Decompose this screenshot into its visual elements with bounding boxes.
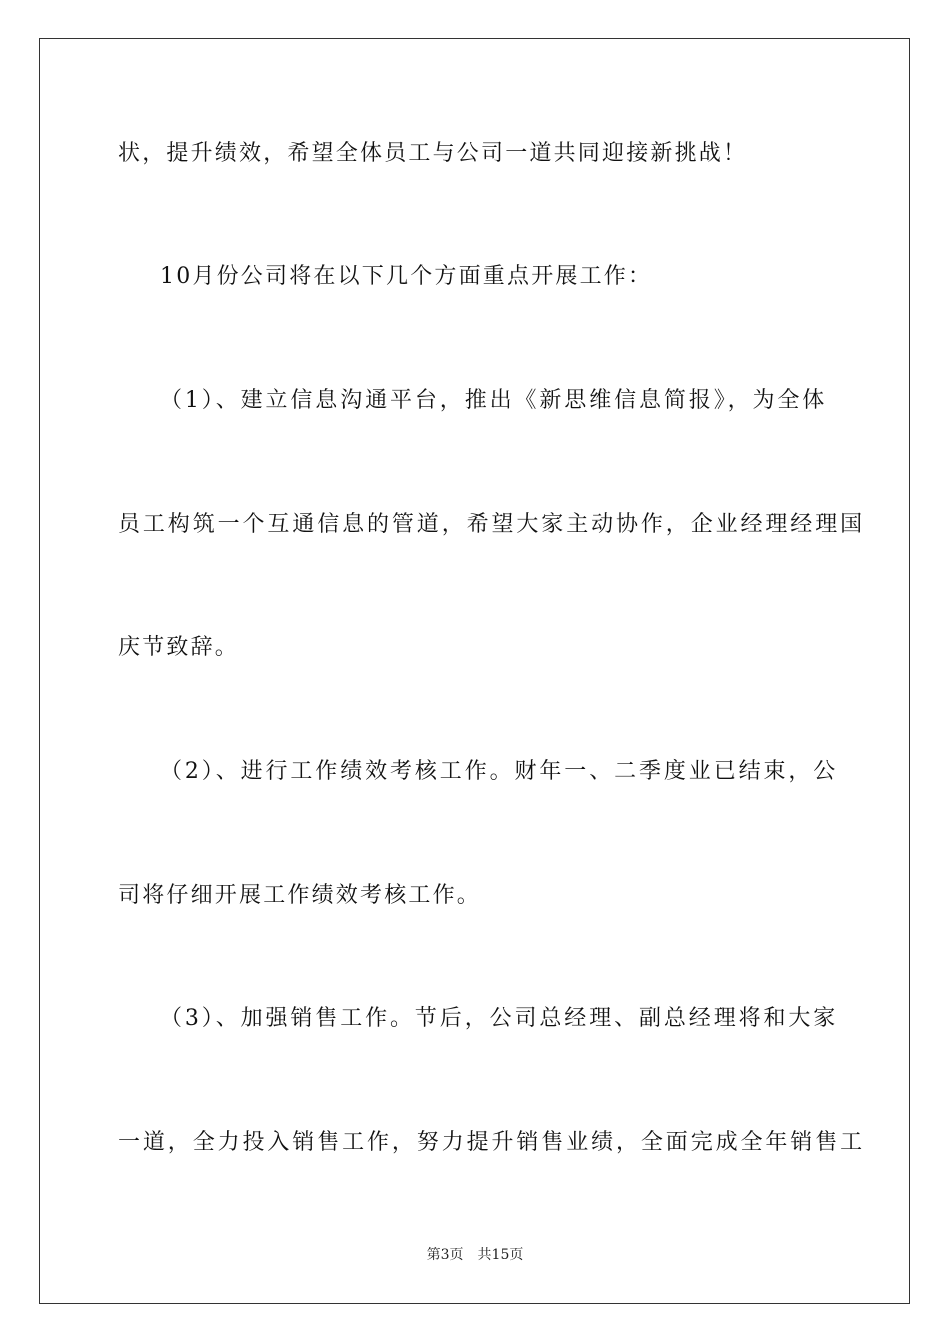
text-line: （2）、进行工作绩效考核工作。财年一、二季度业已结束，公 bbox=[160, 759, 839, 784]
page-border bbox=[39, 38, 910, 1304]
text-line: 一道，全力投入销售工作，努力提升销售业绩，全面完成全年销售工 bbox=[118, 1130, 866, 1155]
text-line: （3）、加强销售工作。节后，公司总经理、副总经理将和大家 bbox=[160, 1006, 839, 1031]
text-line: 状，提升绩效，希望全体员工与公司一道共同迎接新挑战！ bbox=[118, 141, 748, 166]
text-line: 员工构筑一个互通信息的管道，希望大家主动协作，企业经理经理国 bbox=[118, 512, 866, 537]
text-line: 10月份公司将在以下几个方面重点开展工作： bbox=[160, 264, 653, 289]
text-line: 庆节致辞。 bbox=[118, 635, 240, 660]
text-line: （1）、建立信息沟通平台，推出《新思维信息简报》，为全体 bbox=[160, 388, 828, 413]
text-line: 司将仔细开展工作绩效考核工作。 bbox=[118, 883, 482, 908]
page-footer: 第3页 共15页 bbox=[426, 1247, 524, 1263]
